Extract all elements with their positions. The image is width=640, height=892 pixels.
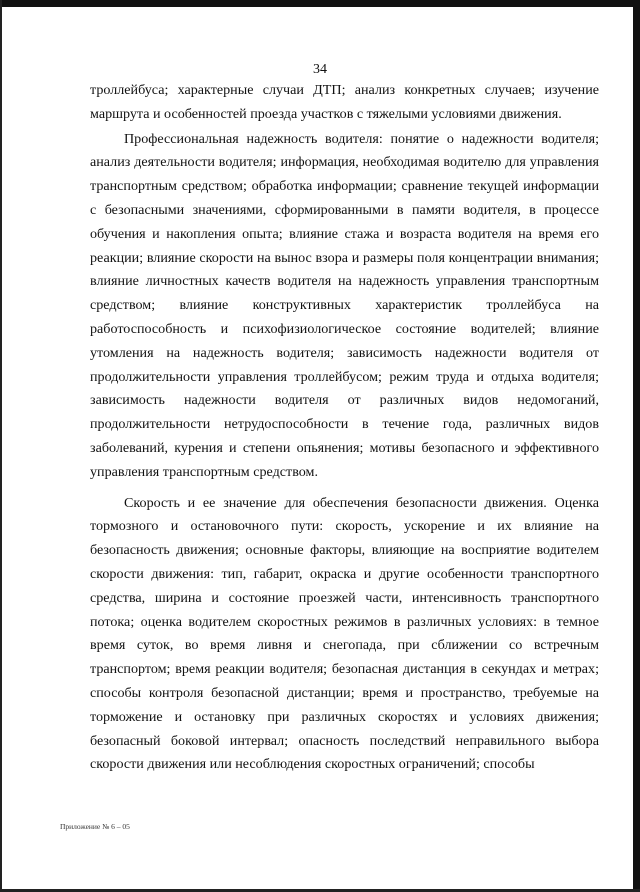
scan-border-top <box>0 0 640 7</box>
paragraph-continuation: троллейбуса; характерные случаи ДТП; анализ конкретных случаев; изучение маршрута и особенностей проезда участков с тяжелыми условиями движения. <box>90 82 599 122</box>
scan-border-right <box>633 0 640 892</box>
scan-border-left <box>0 0 2 892</box>
paragraph-speed-safety: Скорость и ее значение для обеспечения безопасности движения. Оценка тормозного и остановочного пути: скорость, ускорение и их влияние на безопасность движения; основные факторы, влияющие на восприятие водителем скорости движения: тип, габарит, окраска и другие особенности транспортного средства, ширина и состояние проезжей части, интенсивность транспортного потока; оценка водителем скоростных режимов в различных условиях: в темное время суток, во время ливня и снегопада, при сближении со встречным транспортом; время реакции водителя; безопасная дистанция в секундах и метрах; способы контроля безопасной дистанции; время и пространство, требуемые на торможение и остановку при различных скоростях и условиях движения; безопасный боковой интервал; опасность последствий неправильного выбора скорости движения или несоблюдения скоростных ограничений; способы <box>90 494 599 773</box>
page-number: 34 <box>313 62 327 77</box>
paragraph-driver-reliability: Профессиональная надежность водителя: понятие о надежности водителя; анализ деятельности водителя; информация, необходимая водителю для управления транспортным средством; обработка информации; сравнение текущей информации с безопасными значениями, сформированными в памяти водителя, в процессе обучения и накопления опыта; влияние стажа и возраста водителя на время его реакции; влияние скорости на вынос взора и размеры поля концентрации внимания; влияние личностных качеств водителя на надежность управления транспортным средством; влияние конструктивных характеристик троллейбуса на работоспособность и психофизиологическое состояние водителей; влияние утомления на надежность водителя; зависимость надежности водителя от продолжительности управления троллейбусом; режим труда и отдыха водителя; зависимость надежности водителя от различных видов недомоганий, продолжительности нетрудоспособности в течение года, различных видов заболеваний, курения и степени опьянения; мотивы безопасного и эффективного управления транспортным средством. <box>90 130 599 480</box>
document-body <box>90 79 599 777</box>
footer-note: Приложение № 6 – 05 <box>60 822 130 831</box>
